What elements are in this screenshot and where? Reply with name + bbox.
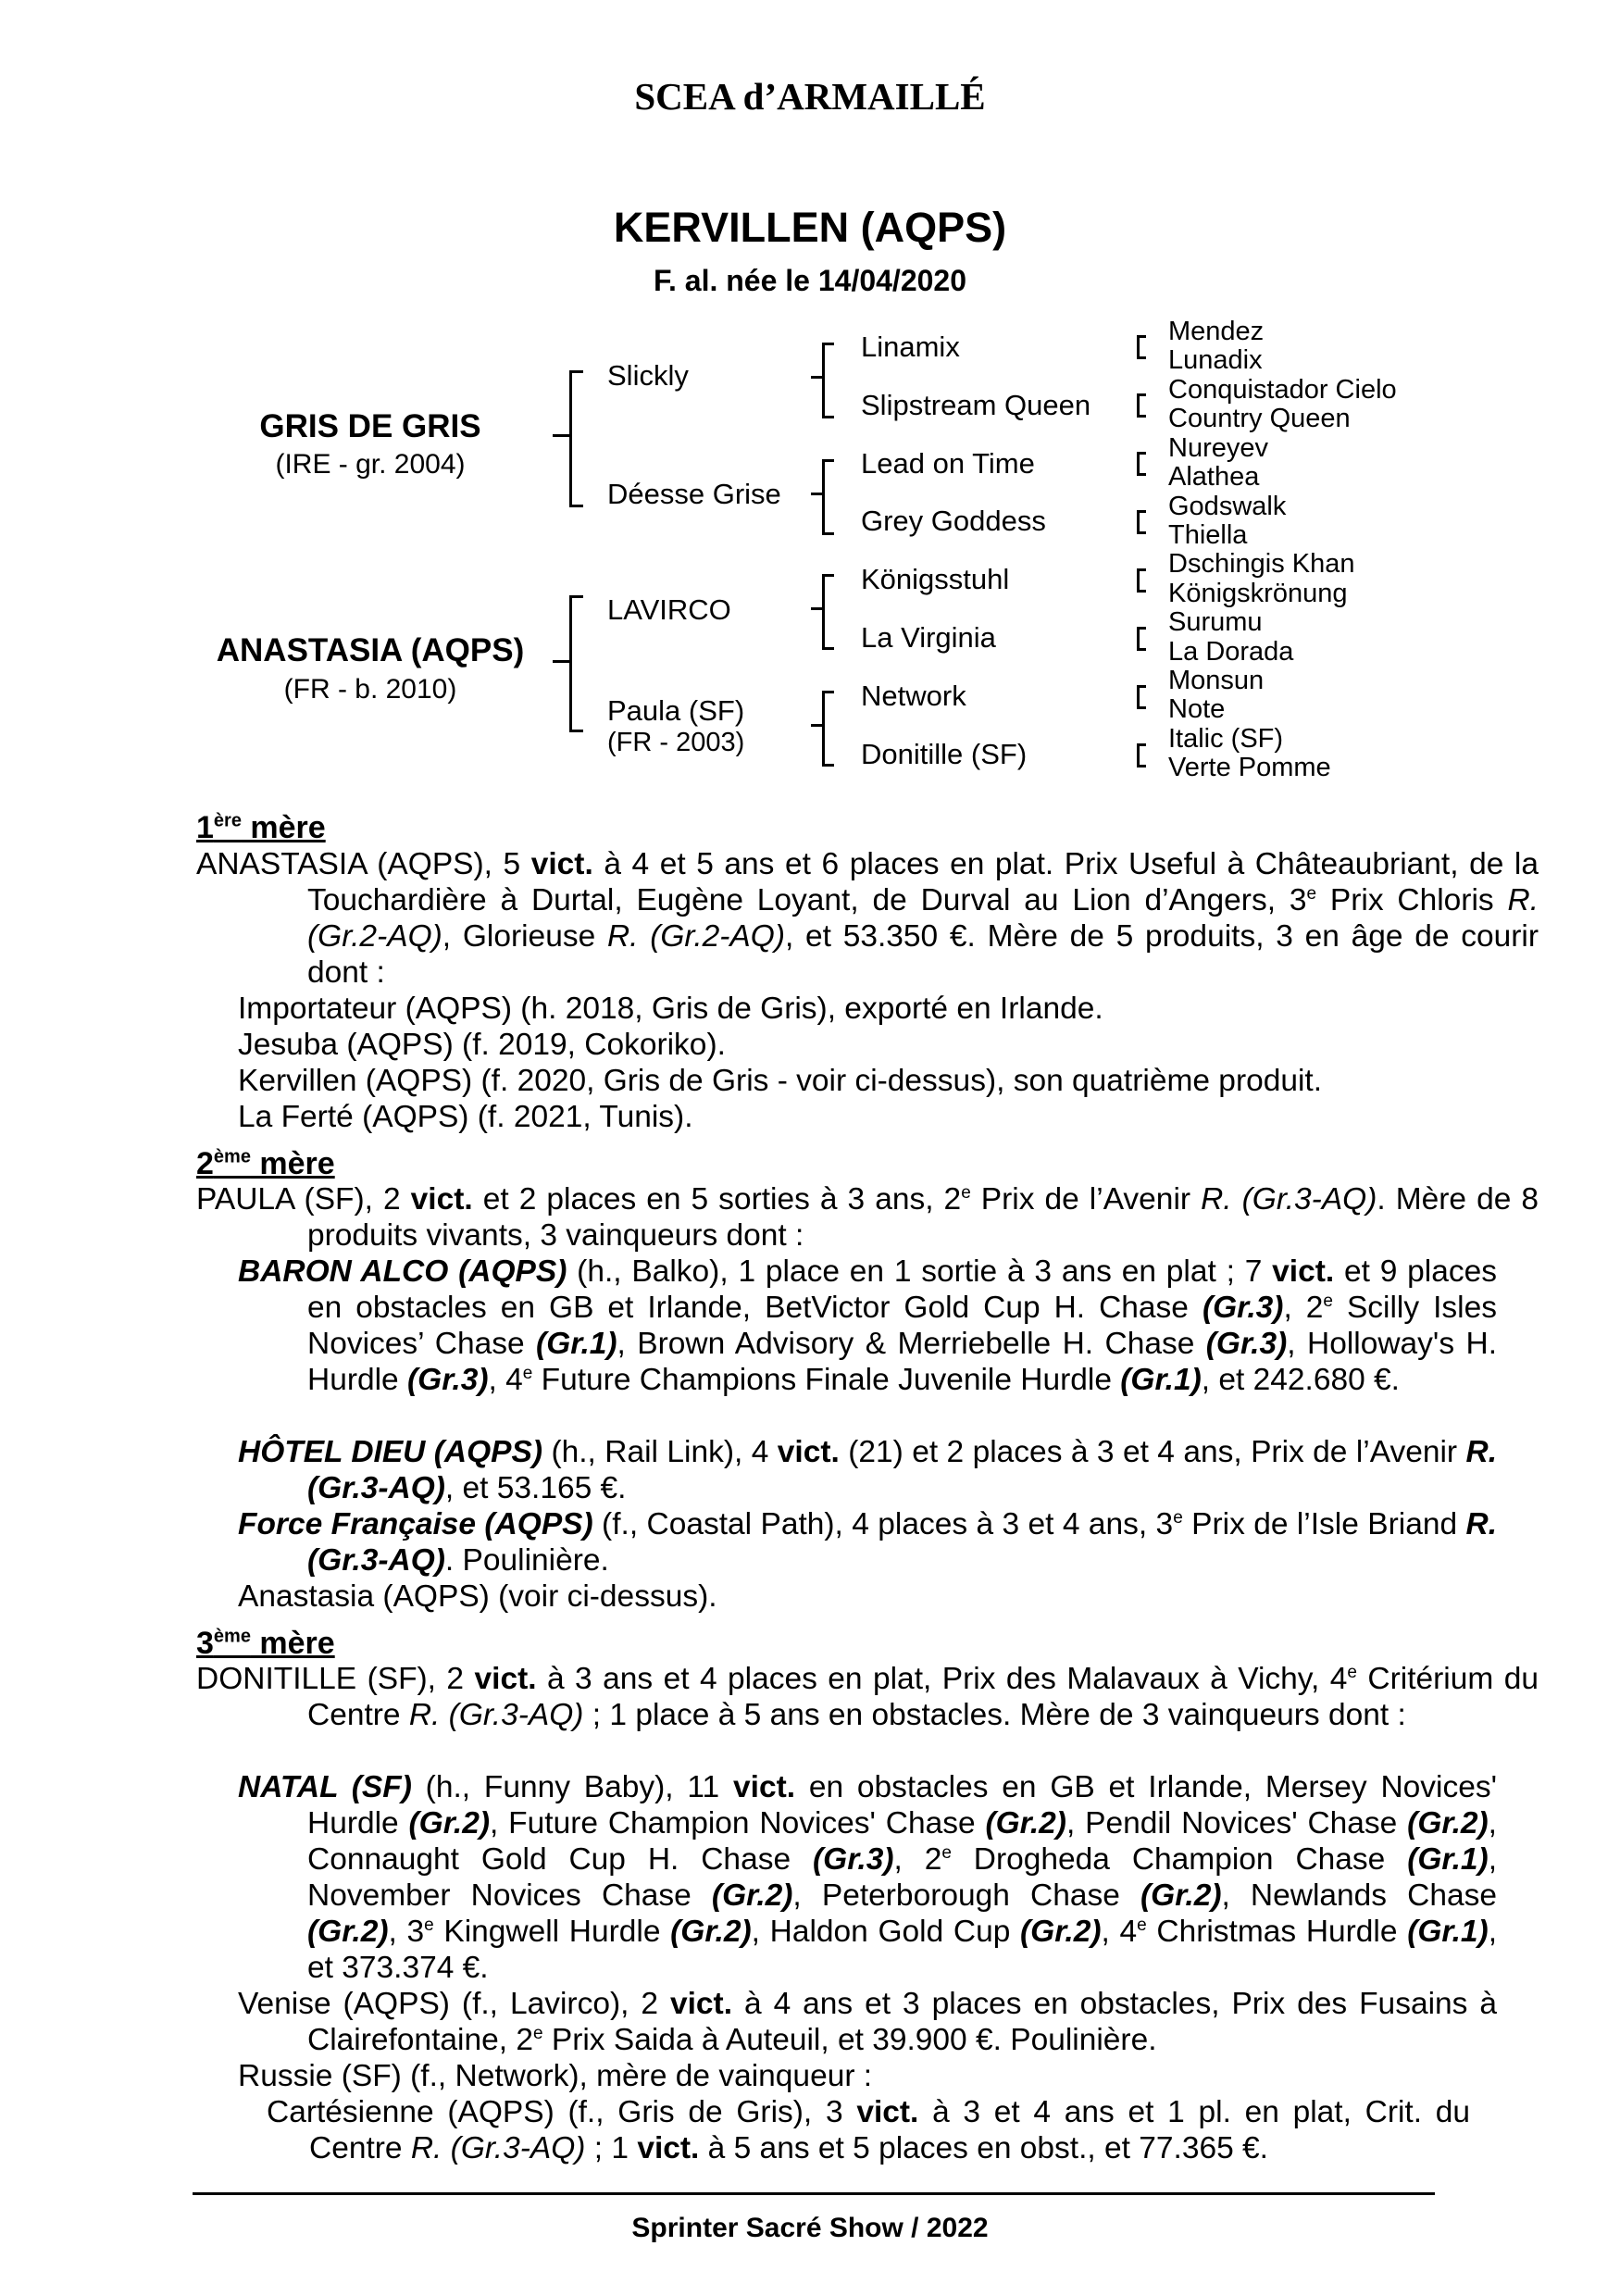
- gen4-10: Königskrönung: [1168, 579, 1348, 608]
- gen4-4: Country Queen: [1168, 404, 1351, 433]
- section-heading-1: 1ère mère: [196, 810, 326, 845]
- gen4-16: Verte Pomme: [1168, 753, 1331, 782]
- section-2-anastasia: Anastasia (AQPS) (voir ci-dessus).: [238, 1579, 717, 1614]
- gen2-paula-info: (FR - 2003): [607, 728, 745, 757]
- bracket-g3-1: [1137, 335, 1146, 359]
- bracket-g3-2: [1137, 393, 1146, 418]
- bracket-slickly-tick: [811, 376, 822, 379]
- horse-subtitle: F. al. née le 14/04/2020: [653, 264, 966, 297]
- bracket-g3-6: [1137, 627, 1146, 651]
- gen2-slickly: Slickly: [607, 359, 689, 392]
- bracket-sire: [569, 370, 583, 507]
- section-heading-2: 2ème mère: [196, 1146, 335, 1181]
- section-3-cartesienne: Cartésienne (AQPS) (f., Gris de Gris), 3 vict. à 3 et 4 ans et 1 pl. en plat, Crit. du Centre R. (Gr.3-AQ) ; 1 vict. à 5 ans et 5 places en obst., et 77.365 €.: [267, 2095, 1471, 2165]
- bracket-deesse-tick: [811, 493, 822, 495]
- section-3-natal: NATAL (SF) (h., Funny Baby), 11 vict. en obstacles en GB et Irlande, Mersey Novices' Hurdle (Gr.2), Future Champion Novices' Chase (Gr.2), Pendil Novices' Chase (Gr.2), Connaught Gold Cup H. Chase (Gr.3), 2e Drogheda Champion Chase (Gr.1), November Novices Chase (Gr.2), Peterborough Chase (Gr.2), Newlands Chase (Gr.2), 3e Kingwell Hurdle (Gr.2), Haldon Gold Cup (Gr.2), 4e Christmas Hurdle (Gr.1), et 373.374 €.: [238, 1770, 1497, 1985]
- bracket-lavirco: [822, 574, 834, 650]
- bracket-g3-3: [1137, 452, 1146, 476]
- bracket-g3-8: [1137, 743, 1146, 767]
- dam-info: (FR - b. 2010): [283, 674, 457, 705]
- bracket-deesse: [822, 459, 834, 535]
- section-2-hotel-dieu: HÔTEL DIEU (AQPS) (h., Rail Link), 4 vict. (21) et 2 places à 3 et 4 ans, Prix de l’Avenir R. (Gr.3-AQ), et 53.165 €.: [238, 1435, 1497, 1505]
- gen3-4: Grey Goddess: [861, 505, 1046, 537]
- gen3-1: Linamix: [861, 331, 960, 363]
- bracket-dam-tick: [553, 660, 569, 663]
- gen4-12: La Dorada: [1168, 637, 1294, 667]
- section-1-line-4: La Ferté (AQPS) (f. 2021, Tunis).: [238, 1100, 693, 1134]
- bracket-dam: [569, 595, 583, 732]
- section-2-baron-alco: BARON ALCO (AQPS) (h., Balko), 1 place en 1 sortie à 3 ans en plat ; 7 vict. et 9 places en obstacles en GB et Irlande, BetVictor Gold Cup H. Chase (Gr.3), 2e Scilly Isles Novices’ Chase (Gr.1), Brown Advisory & Merriebelle H. Chase (Gr.3), Holloway's H. Hurdle (Gr.3), 4e Future Champions Finale Juvenile Hurdle (Gr.1), et 242.680 €.: [238, 1254, 1498, 1397]
- dam-name: ANASTASIA (AQPS): [216, 632, 525, 668]
- bracket-slickly: [822, 343, 834, 418]
- section-3-venise: Venise (AQPS) (f., Lavirco), 2 vict. à 4 ans et 3 places en obstacles, Prix des Fusains à Clairefontaine, 2e Prix Saida à Auteuil, et 39.900 €. Poulinière.: [238, 1987, 1497, 2057]
- bracket-g3-7: [1137, 685, 1146, 709]
- gen3-2: Slipstream Queen: [861, 389, 1091, 421]
- horse-name: KERVILLEN (AQPS): [613, 204, 1007, 251]
- gen4-2: Lunadix: [1168, 345, 1263, 375]
- gen3-6: La Virginia: [861, 621, 996, 654]
- gen4-14: Note: [1168, 694, 1226, 724]
- section-1-line-2: Jesuba (AQPS) (f. 2019, Cokoriko).: [238, 1028, 726, 1062]
- gen3-8: Donitille (SF): [861, 738, 1028, 770]
- section-1-main: ANASTASIA (AQPS), 5 vict. à 4 et 5 ans et 6 places en plat. Prix Useful à Châteaubriant, de la Touchardière à Durtal, Eugène Loyant, de Durval au Lion d’Angers, 3e Prix Chloris R. (Gr.2-AQ), Glorieuse R. (Gr.2-AQ), et 53.350 €. Mère de 5 produits, 3 en âge de courir dont :: [196, 847, 1539, 990]
- gen2-paula: Paula (SF): [607, 694, 745, 727]
- gen3-3: Lead on Time: [861, 447, 1035, 480]
- gen4-3: Conquistador Cielo: [1168, 375, 1397, 405]
- gen3-7: Network: [861, 680, 966, 712]
- section-2-force-francaise: Force Française (AQPS) (f., Coastal Path), 4 places à 3 et 4 ans, 3e Prix de l’Isle Briand R. (Gr.3-AQ). Poulinière.: [238, 1507, 1497, 1578]
- gen4-11: Surumu: [1168, 607, 1263, 637]
- gen4-6: Alathea: [1168, 462, 1260, 492]
- bracket-g3-5: [1137, 568, 1146, 593]
- gen4-7: Godswalk: [1168, 492, 1287, 521]
- bracket-lavirco-tick: [811, 607, 822, 610]
- gen4-15: Italic (SF): [1168, 724, 1284, 754]
- section-1-line-3: Kervillen (AQPS) (f. 2020, Gris de Gris - voir ci-dessus), son quatrième produit.: [238, 1064, 1323, 1098]
- sire-info: (IRE - gr. 2004): [275, 449, 466, 480]
- gen4-8: Thiella: [1168, 520, 1248, 550]
- section-3-main: DONITILLE (SF), 2 vict. à 3 ans et 4 places en plat, Prix des Malavaux à Vichy, 4e Critérium du Centre R. (Gr.3-AQ) ; 1 place à 5 ans en obstacles. Mère de 3 vainqueurs dont :: [196, 1662, 1539, 1732]
- footer-rule: [193, 2192, 1435, 2195]
- gen4-13: Monsun: [1168, 666, 1265, 695]
- section-3-russie: Russie (SF) (f., Network), mère de vainqueur :: [238, 2059, 873, 2093]
- sire-name: GRIS DE GRIS: [259, 408, 481, 444]
- section-1-line-1: Importateur (AQPS) (h. 2018, Gris de Gris), exporté en Irlande.: [238, 992, 1103, 1026]
- bracket-sire-tick: [553, 434, 569, 437]
- gen3-5: Königsstuhl: [861, 563, 1010, 595]
- gen4-1: Mendez: [1168, 317, 1265, 346]
- bracket-g3-4: [1137, 510, 1146, 534]
- section-2-main: PAULA (SF), 2 vict. et 2 places en 5 sorties à 3 ans, 2e Prix de l’Avenir R. (Gr.3-AQ). Mère de 8 produits vivants, 3 vainqueurs dont :: [196, 1182, 1539, 1253]
- footer-text: Sprinter Sacré Show / 2022: [631, 2213, 989, 2243]
- gen4-9: Dschingis Khan: [1168, 549, 1355, 579]
- gen2-lavirco: LAVIRCO: [607, 593, 731, 626]
- gen2-deesse-grise: Déesse Grise: [607, 478, 781, 510]
- bracket-paula: [822, 691, 834, 767]
- section-heading-3: 3ème mère: [196, 1626, 335, 1661]
- gen4-5: Nureyev: [1168, 433, 1268, 463]
- bracket-paula-tick: [811, 724, 822, 727]
- stud-title: SCEA d’ARMAILLÉ: [634, 75, 986, 118]
